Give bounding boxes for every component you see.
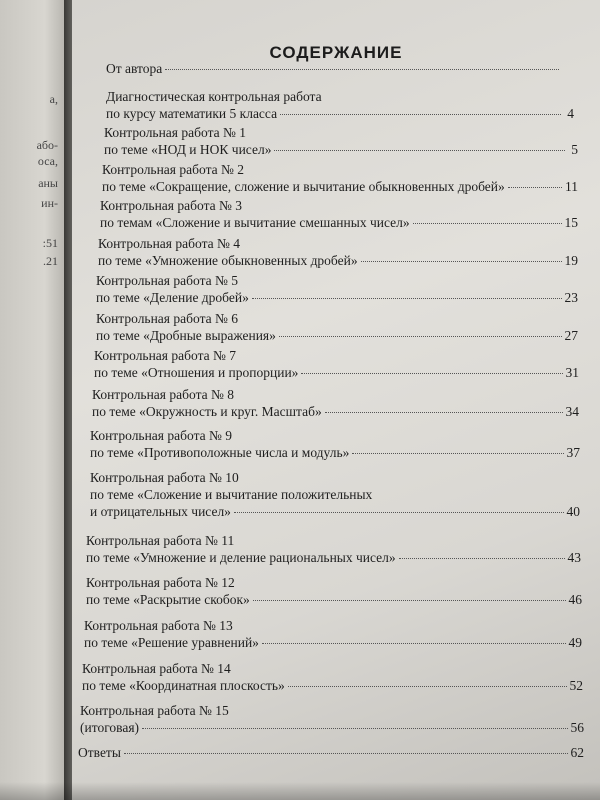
toc-entry-line bbox=[86, 550, 581, 566]
toc-entry-line bbox=[98, 253, 578, 269]
page-number: 19 bbox=[564, 253, 578, 268]
toc-entry-line bbox=[92, 404, 579, 420]
leader-dots bbox=[413, 223, 562, 224]
toc-entry-text: по теме «Координатная плоскость» bbox=[82, 678, 285, 693]
leader-dots bbox=[234, 512, 564, 513]
toc-entry-heading bbox=[86, 575, 235, 591]
bottom-shadow bbox=[0, 782, 600, 800]
toc-entry-line bbox=[96, 290, 578, 306]
leader-dots bbox=[142, 728, 567, 729]
page-number: 46 bbox=[568, 592, 582, 607]
toc-entry-heading bbox=[80, 703, 229, 719]
toc-entry-heading bbox=[92, 387, 234, 403]
page-number: 37 bbox=[566, 445, 580, 460]
page-number: 34 bbox=[565, 404, 579, 419]
leader-dots bbox=[165, 69, 559, 70]
left-page-fragment: a, bbox=[49, 92, 58, 106]
toc-entry-line bbox=[104, 142, 578, 158]
leader-dots bbox=[508, 187, 562, 188]
left-page-fragment: або- bbox=[36, 138, 58, 152]
toc-entry-heading bbox=[100, 198, 242, 214]
toc-entry-heading bbox=[86, 533, 234, 549]
toc-entry-line bbox=[90, 504, 580, 520]
toc-entry-heading bbox=[90, 487, 372, 503]
leader-dots bbox=[279, 336, 562, 337]
page-number: 31 bbox=[565, 365, 579, 380]
toc-entry-text: Контрольная работа № 8 bbox=[92, 387, 235, 402]
toc-entry-text: Контрольная работа № 10 bbox=[90, 470, 239, 485]
toc-entry-heading bbox=[98, 236, 240, 252]
toc-entry-text: Контрольная работа № 3 bbox=[100, 198, 243, 213]
toc-entry-heading bbox=[104, 125, 246, 141]
toc-entry-text: по теме «Дробные выражения» bbox=[96, 328, 276, 343]
page-number: 56 bbox=[570, 720, 584, 735]
toc-entry-heading bbox=[90, 470, 239, 486]
leader-dots bbox=[361, 261, 562, 262]
toc-entry-line bbox=[102, 179, 578, 195]
leader-dots bbox=[301, 373, 562, 374]
toc-entry-line bbox=[80, 720, 584, 736]
toc-entry-line bbox=[84, 635, 582, 651]
toc-entry-text: по темам «Сложение и вычитание смешанных чисел» bbox=[100, 215, 410, 230]
toc-entry-text: по теме «Раскрытие скобок» bbox=[86, 592, 250, 607]
toc-entry-text: по теме «Окружность и круг. Масштаб» bbox=[92, 404, 322, 419]
toc-entry-text: Контрольная работа № 9 bbox=[90, 428, 233, 443]
page-number: 52 bbox=[569, 678, 583, 693]
toc-entry-text: Контрольная работа № 5 bbox=[96, 273, 239, 288]
toc-entry-heading bbox=[94, 348, 236, 364]
toc-entry-text: Контрольная работа № 13 bbox=[84, 618, 233, 633]
toc-entry-text: Контрольная работа № 2 bbox=[102, 162, 245, 177]
toc-entry-text: Контрольная работа № 14 bbox=[82, 661, 231, 676]
toc-entry-text: От автора bbox=[106, 61, 163, 76]
toc-entry-text: Контрольная работа № 12 bbox=[86, 575, 235, 590]
toc-entry-text: Диагностическая контрольная работа bbox=[106, 89, 322, 104]
toc-entry-text: Контрольная работа № 11 bbox=[86, 533, 235, 548]
page-number: 15 bbox=[564, 215, 578, 230]
toc-entry-line bbox=[82, 678, 583, 694]
page-number: 5 bbox=[571, 142, 578, 157]
page-number: 40 bbox=[566, 504, 580, 519]
toc-entry-text: по теме «Деление дробей» bbox=[96, 290, 249, 305]
toc-entry-heading bbox=[102, 162, 244, 178]
page-title: СОДЕРЖАНИЕ bbox=[269, 43, 403, 62]
page-number: 27 bbox=[564, 328, 578, 343]
toc-entry-heading bbox=[96, 273, 238, 289]
leader-dots bbox=[262, 643, 566, 644]
leader-dots bbox=[399, 558, 565, 559]
leader-dots bbox=[274, 150, 565, 151]
left-page-fragment: аны bbox=[38, 176, 58, 190]
toc-entry-text: по теме «Сокращение, сложение и вычитание обыкновенных дробей» bbox=[102, 179, 505, 194]
page-number: 62 bbox=[570, 745, 584, 760]
left-page-fragment: ин- bbox=[41, 196, 58, 210]
toc-entry-text: по теме «НОД и НОК чисел» bbox=[104, 142, 272, 157]
toc-entry-text: Ответы bbox=[78, 745, 121, 760]
toc-entry-line bbox=[100, 215, 578, 231]
page-number: 23 bbox=[564, 290, 578, 305]
toc-entry-text: по теме «Умножение и деление рациональных чисел» bbox=[86, 550, 396, 565]
toc-entry-text: по теме «Сложение и вычитание положительных bbox=[90, 487, 373, 502]
toc-entry-heading bbox=[84, 618, 233, 634]
page-number: 49 bbox=[568, 635, 582, 650]
toc-entry-heading bbox=[106, 89, 322, 105]
toc-entry-text: Контрольная работа № 7 bbox=[94, 348, 237, 363]
toc-entry-heading bbox=[96, 311, 238, 327]
toc-entry-text: Контрольная работа № 15 bbox=[80, 703, 229, 718]
page-number: 4 bbox=[567, 106, 574, 121]
toc-entry-text: и отрицательных чисел» bbox=[90, 504, 231, 519]
toc-entry-line bbox=[86, 592, 582, 608]
toc-entry-text: по теме «Отношения и пропорции» bbox=[94, 365, 299, 380]
adjacent-page-edge bbox=[0, 0, 64, 800]
toc-entry-text: по теме «Решение уравнений» bbox=[84, 635, 259, 650]
toc-entry-line bbox=[106, 106, 574, 122]
page-number: 43 bbox=[567, 550, 581, 565]
left-page-fragment: .21 bbox=[43, 254, 58, 268]
page-number: 11 bbox=[565, 179, 578, 194]
toc-entry-text: по курсу математики 5 класса bbox=[106, 106, 278, 121]
toc-entry-text: Контрольная работа № 4 bbox=[98, 236, 241, 251]
leader-dots bbox=[325, 412, 563, 413]
left-page-fragment: оса, bbox=[37, 154, 58, 168]
toc-entry-line bbox=[96, 328, 578, 344]
toc-entry-text: по теме «Умножение обыкновенных дробей» bbox=[98, 253, 358, 268]
left-page-fragment: :51 bbox=[42, 236, 58, 250]
leader-dots bbox=[280, 114, 561, 115]
toc-entry-heading bbox=[90, 428, 232, 444]
leader-dots bbox=[288, 686, 567, 687]
toc-entry-heading bbox=[82, 661, 231, 677]
toc-entry-text: (итоговая) bbox=[80, 720, 140, 735]
table-of-contents bbox=[72, 0, 600, 800]
leader-dots bbox=[352, 453, 563, 454]
toc-entry-text: по теме «Противоположные числа и модуль» bbox=[90, 445, 350, 460]
contents-page bbox=[72, 0, 600, 800]
toc-entry-line bbox=[90, 445, 580, 461]
toc-entry-line bbox=[106, 61, 572, 77]
leader-dots bbox=[124, 753, 568, 754]
toc-entry-text: Контрольная работа № 1 bbox=[104, 125, 247, 140]
toc-entry-line bbox=[94, 365, 579, 381]
toc-entry-line bbox=[78, 745, 584, 761]
leader-dots bbox=[253, 600, 566, 601]
leader-dots bbox=[252, 298, 562, 299]
toc-entry-text: Контрольная работа № 6 bbox=[96, 311, 239, 326]
